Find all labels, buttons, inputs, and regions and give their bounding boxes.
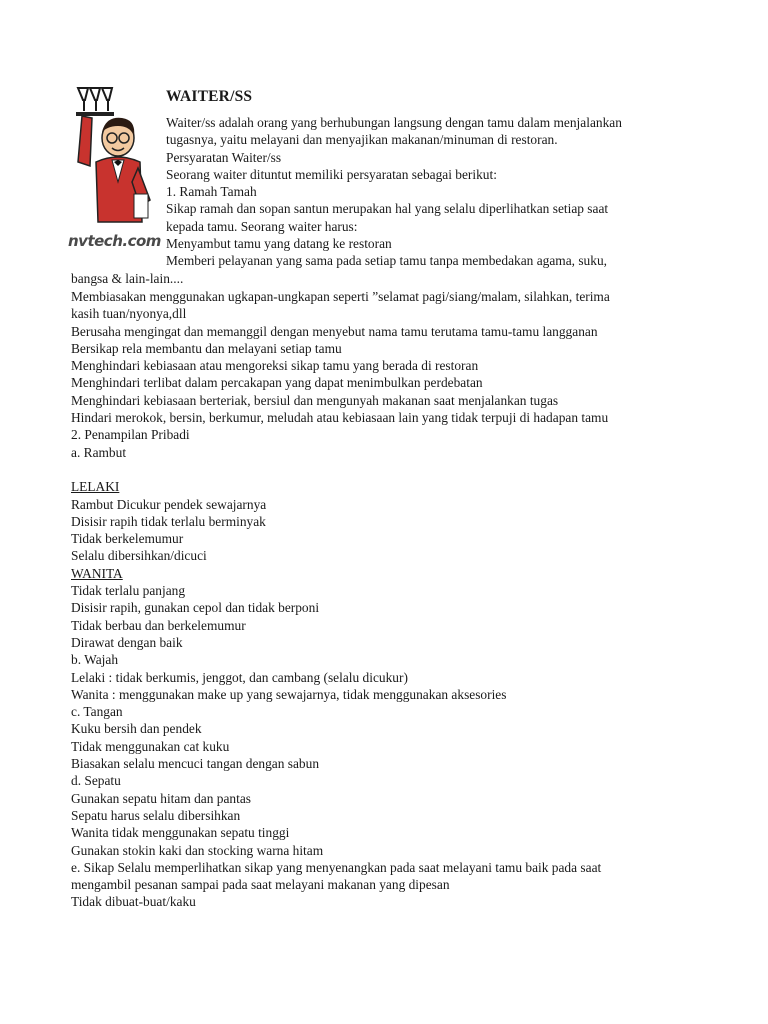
text-line: b. Wajah xyxy=(71,652,119,668)
text-line: kepada tamu. Seorang waiter harus: xyxy=(166,218,358,234)
text-line: Tidak terlalu panjang xyxy=(71,583,186,599)
waiter-illustration xyxy=(68,82,158,252)
text-line: Disisir rapih, gunakan cepol dan tidak berponi xyxy=(71,600,320,616)
text-line: a. Rambut xyxy=(71,444,127,460)
text-line: Wanita tidak menggunakan sepatu tinggi xyxy=(71,825,290,841)
site-logo: nvtech.com xyxy=(68,232,161,250)
text-line: Sepatu harus selalu dibersihkan xyxy=(71,807,241,823)
text-line: Gunakan stokin kaki dan stocking warna hitam xyxy=(71,842,324,858)
text-line: Menyambut tamu yang datang ke restoran xyxy=(166,236,392,252)
text-line: Membiasakan menggunakan ugkapan-ungkapan seperti ”selamat pagi/siang/malam, silahkan, terima xyxy=(71,289,610,304)
text-line: Persyaratan Waiter/ss xyxy=(166,149,282,165)
text-line: Disisir rapih tidak terlalu berminyak xyxy=(71,513,266,529)
text-line: c. Tangan xyxy=(71,704,123,720)
text-line: Seorang waiter dituntut memiliki persyaratan sebagai berikut: xyxy=(166,166,497,182)
text-line: Rambut Dicukur pendek sewajarnya xyxy=(71,496,267,512)
text-line: Menghindari kebiasaan berteriak, bersiul dan mengunyah makanan saat menjalankan tugas xyxy=(71,392,559,408)
text-line: Tidak dibuat-buat/kaku xyxy=(71,894,196,910)
text-line: 2. Penampilan Pribadi xyxy=(71,427,190,443)
section-heading-wanita: WANITA xyxy=(71,565,123,581)
text-line: Biasakan selalu mencuci tangan dengan sabun xyxy=(71,756,320,772)
text-line: Gunakan sepatu hitam dan pantas xyxy=(71,790,251,806)
text-line: Tidak berkelemumur xyxy=(71,531,184,547)
text-line: Hindari merokok, bersin, berkumur, meludah atau kebiasaan lain yang tidak terpuji di hadapan tamu xyxy=(71,410,609,426)
text-line: Memberi pelayanan yang sama pada setiap tamu tanpa membedakan agama, suku, xyxy=(166,253,607,269)
text-line: Dirawat dengan baik xyxy=(71,634,183,650)
text-line: Wanita : menggunakan make up yang sewajarnya, tidak menggunakan aksesories xyxy=(71,686,507,702)
body-block xyxy=(71,288,610,911)
text-line: mengambil pesanan sampai pada saat melayani makanan yang dipesan xyxy=(71,877,450,893)
text-line: Berusaha mengingat dan memanggil dengan menyebut nama tamu terutama tamu-tamu langganan xyxy=(71,323,598,339)
section-heading-lelaki: LELAKI xyxy=(71,479,120,495)
text-line: e. Sikap Selalu memperlihatkan sikap yang menyenangkan pada saat melayani tamu baik pada saat xyxy=(71,859,602,875)
text-line: bangsa & lain-lain.... xyxy=(71,270,184,286)
text-line: Selalu dibersihkan/dicuci xyxy=(71,548,207,564)
text-line: d. Sepatu xyxy=(71,773,121,789)
text-line: 1. Ramah Tamah xyxy=(166,184,257,200)
text-line: Bersikap rela membantu dan melayani setiap tamu xyxy=(71,340,342,356)
text-line: kasih tuan/nyonya,dll xyxy=(71,306,187,322)
text-line: Lelaki : tidak berkumis, jenggot, dan cambang (selalu dicukur) xyxy=(71,669,408,685)
waiter-icon xyxy=(68,82,158,232)
text-line: Kuku bersih dan pendek xyxy=(71,721,202,737)
text-line: Menghindari kebiasaan atau mengoreksi sikap tamu yang berada di restoran xyxy=(71,358,479,374)
text-line: Tidak berbau dan berkelemumur xyxy=(71,617,246,633)
text-line: Tidak menggunakan cat kuku xyxy=(71,738,230,754)
spacer xyxy=(71,461,610,478)
text-line: Waiter/ss adalah orang yang berhubungan langsung dengan tamu dalam menjalankan xyxy=(166,115,622,130)
text-line: Menghindari terlibat dalam percakapan yang dapat menimbulkan perdebatan xyxy=(71,375,483,391)
text-line: Sikap ramah dan sopan santun merupakan hal yang selalu diperlihatkan setiap saat xyxy=(166,201,609,217)
text-line: tugasnya, yaitu melayani dan menyajikan makanan/minuman di restoran. xyxy=(166,132,558,148)
page-title: WAITER/SS xyxy=(166,88,253,105)
